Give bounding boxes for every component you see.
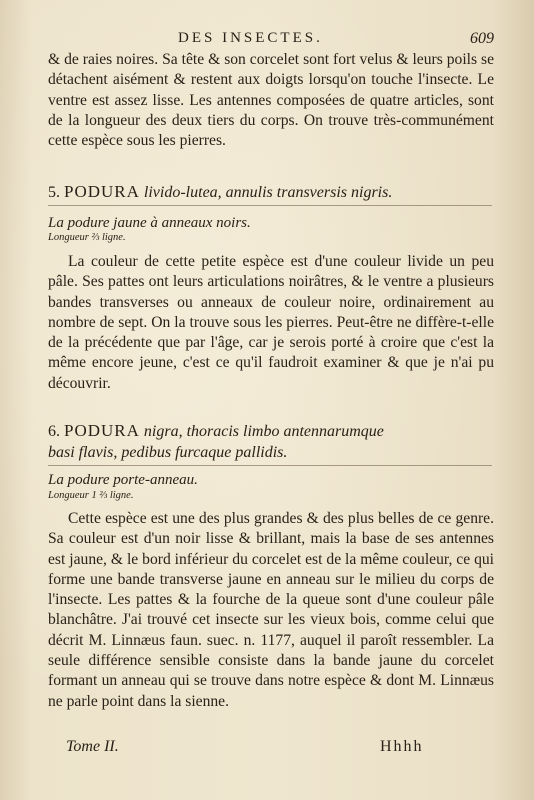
section-rule — [48, 205, 492, 206]
paragraph-text: & de raies noires. Sa tête & son corcelet sont fort velus & leurs poils se détachent aisément & restent aux doigts lorsqu'on touche l'insecte. Le ventre est assez lisse. Les antennes composées de quatre articles, sont de la longueur des deux tiers du corps. On trouve très-communément cette espèce sous les pierres. — [48, 51, 494, 150]
species-5-french-name: La podure jaune à anneaux noirs. — [48, 215, 251, 231]
signature-mark: Hhhh — [380, 738, 424, 755]
latin-diagnosis-line1: nigra, thoracis limbo antennarumque — [143, 423, 384, 440]
species-number: 5. — [48, 184, 60, 201]
page-footer — [0, 738, 534, 760]
description-text: La couleur de cette petite espèce est d'une couleur livide un peu pâle. Ses pattes ont leurs articulations noirâtres, & le ventre a plusieurs bandes transverses ou anneaux de couleur noire, ordinairement au nombre de sept. On la trouve sous les pierres. Peut-être ne diffère-t-elle de la précédente que par l'âge, car je serois porté à croire que c'est la même encore jeune, c'est ce qu'il faudroit examiner & que je n'ai pu découvrir. — [48, 253, 494, 392]
page-number: 609 — [470, 30, 494, 47]
latin-diagnosis: livido-lutea, annulis transversis nigris. — [143, 184, 393, 201]
volume-label: Tome II. — [66, 738, 119, 755]
section-rule — [48, 465, 492, 466]
paragraph-continuation — [48, 50, 494, 151]
species-5-description — [48, 252, 494, 394]
species-5-heading — [48, 181, 508, 203]
species-6-french-name: La podure porte-anneau. — [48, 472, 198, 488]
species-6-description — [48, 509, 494, 712]
page-header — [0, 30, 534, 50]
genus-name: PODURA — [64, 421, 140, 440]
latin-diagnosis-line2: basi flavis, pedibus furcaque pallidis. — [48, 444, 288, 461]
species-5-length: Longueur ⅔ ligne. — [48, 232, 126, 243]
species-number: 6. — [48, 423, 60, 440]
species-6-heading — [48, 420, 508, 463]
running-head: DES INSECTES. — [178, 30, 323, 46]
species-6-length: Longueur 1 ⅔ ligne. — [48, 490, 134, 501]
genus-name: PODURA — [64, 182, 140, 201]
description-text: Cette espèce est une des plus grandes & des plus belles de ce genre. Sa couleur est d'un noir lisse & brillant, mais la base de ses antennes est jaune, & le bord inférieur du corcelet est de la même couleur, ce qui forme une bande transverse jaune en anneau sur le milieu du corps de l'insecte. Les pattes & la fourche de la queue sont d'une couleur pâle blanchâtre. J'ai trouvé cet insecte sur les vieux bois, comme celui que décrit M. Linnæus faun. suec. n. 1177, auquel il paroît ressembler. La seule différence sensible consiste dans la bande jaune du corcelet formant un anneau qui se trouve dans notre espèce & dont M. Linnæus ne parle point dans la sienne. — [48, 510, 494, 710]
